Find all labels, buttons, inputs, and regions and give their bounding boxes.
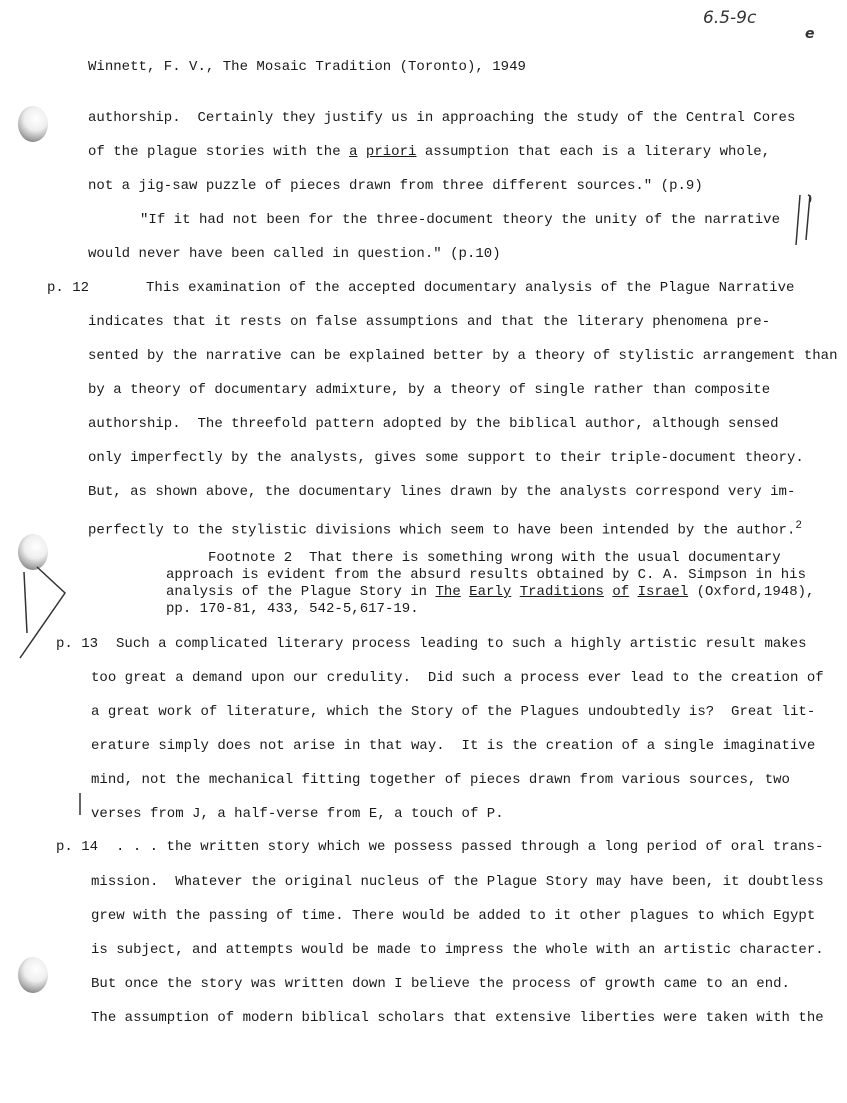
document-header: Winnett, F. V., The Mosaic Tradition (Toronto), 1949 bbox=[88, 59, 526, 75]
underlined-word: a bbox=[349, 144, 358, 160]
footnote-line bbox=[166, 584, 814, 601]
footnote-line: approach is evident from the absurd results obtained by C. A. Simpson in his bbox=[166, 567, 807, 583]
text-line: . . . the written story which we possess passed through a long period of oral trans- bbox=[116, 839, 824, 855]
text-line: erature simply does not arise in that way. It is the creation of a single imaginative bbox=[91, 738, 816, 754]
text-line: "If it had not been for the three-document theory the unity of the narrative bbox=[140, 212, 781, 228]
text-line: The assumption of modern biblical scholars that extensive liberties were taken with the bbox=[91, 1010, 824, 1026]
text-line: Such a complicated literary process leading to such a highly artistic result makes bbox=[116, 636, 807, 652]
text-line: But once the story was written down I believe the process of growth came to an end. bbox=[91, 976, 790, 992]
text-segment: assumption that each is a literary whole, bbox=[416, 144, 771, 160]
page-ref-label: p. 13 bbox=[56, 636, 99, 652]
text-line: only imperfectly by the analysts, gives some support to their triple-document theory. bbox=[88, 450, 804, 466]
page-ref-label: p. 14 bbox=[56, 839, 99, 855]
text-line: too great a demand upon our credulity. Did such a process ever lead to the creation of bbox=[91, 670, 824, 686]
text-line: not a jig-saw puzzle of pieces drawn from three different sources." (p.9) bbox=[88, 178, 703, 194]
page-ref-label: p. 12 bbox=[47, 280, 90, 296]
text-segment: (Oxford,1948), bbox=[696, 584, 815, 600]
text-line: is subject, and attempts would be made to impress the whole with an artistic character. bbox=[91, 942, 824, 958]
text-segment: perfectly to the stylistic divisions which seem to have been intended by the author. bbox=[88, 522, 796, 539]
book-title-word: The bbox=[435, 584, 461, 600]
text-segment: of the plague stories with the bbox=[88, 144, 350, 160]
text-line bbox=[88, 517, 802, 540]
text-line: by a theory of documentary admixture, by a theory of single rather than composite bbox=[88, 382, 771, 398]
book-title-word: Traditions bbox=[519, 584, 604, 600]
text-segment: analysis of the Plague Story in bbox=[166, 584, 436, 600]
text-line: mind, not the mechanical fitting together of pieces drawn from various sources, two bbox=[91, 772, 790, 788]
footnote-line: pp. 170-81, 433, 542-5,617-19. bbox=[166, 601, 419, 617]
text-line: a great work of literature, which the Story of the Plagues undoubtedly is? Great lit- bbox=[91, 704, 816, 720]
book-title-word: Israel bbox=[637, 584, 689, 600]
footnote-line: Footnote 2 That there is something wrong with the usual documentary bbox=[208, 550, 781, 566]
text-line: mission. Whatever the original nucleus of the Plague Story may have been, it doubtless bbox=[91, 874, 824, 890]
book-title-word: of bbox=[612, 584, 630, 600]
text-line bbox=[88, 143, 770, 161]
handwritten-code: 6.5-9c bbox=[703, 8, 757, 28]
text-line: grew with the passing of time. There would be added to it other plagues to which Egypt bbox=[91, 908, 816, 924]
text-line: authorship. Certainly they justify us in approaching the study of the Central Cores bbox=[88, 110, 796, 126]
text-line: would never have been called in question." (p.10) bbox=[88, 246, 501, 262]
text-line: sented by the narrative can be explained better by a theory of stylistic arrangement than bbox=[88, 348, 838, 364]
book-title-word: Early bbox=[469, 584, 512, 600]
handwritten-mark: e bbox=[805, 26, 815, 42]
underlined-word: priori bbox=[365, 144, 417, 160]
text-line: This examination of the accepted documentary analysis of the Plague Narrative bbox=[146, 280, 795, 296]
text-line: But, as shown above, the documentary lines drawn by the analysts correspond very im- bbox=[88, 484, 796, 500]
text-line: indicates that it rests on false assumptions and that the literary phenomena pre- bbox=[88, 314, 771, 330]
text-line: authorship. The threefold pattern adopted by the biblical author, although sensed bbox=[88, 416, 779, 432]
margin-double-line-mark bbox=[796, 195, 811, 245]
text-line: verses from J, a half-verse from E, a touch of P. bbox=[91, 806, 504, 822]
footnote-ref: 2 bbox=[795, 520, 803, 532]
